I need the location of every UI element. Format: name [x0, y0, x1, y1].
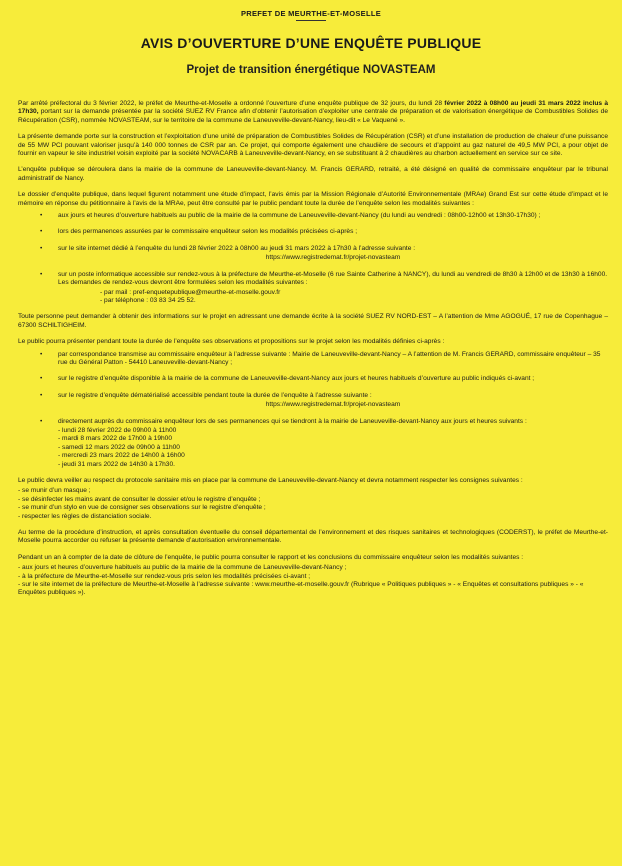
list-item-text: sur le registre d’enquête disponible à la mairie de la commune de Laneuveville-devant-Nancy aux jours et heures habituels d’ouverture au public indiqués ci-avant ; [58, 375, 535, 383]
sanitary-list [18, 487, 608, 521]
information-paragraph: Toute personne peut demander à obtenir des informations sur le projet en adressant une demande écrite à la société SUEZ RV NORD-EST – A l’attention de Mme AGOGUÉ, 17 rue de Copenhague – 67300 SCHILTIGHEIM. [18, 313, 608, 329]
list-item: - se munir d’un masque ; [18, 487, 91, 495]
registry-link-2[interactable]: https://www.registredemat.fr/projet-novasteam [265, 401, 401, 409]
list-item [18, 392, 608, 410]
contact-phone: - par téléphone : 03 83 34 25 52. [100, 296, 196, 304]
list-item: - à la préfecture de Meurthe-et-Moselle sur rendez-vous pris selon les modalités précisées ci-avant ; [18, 572, 311, 580]
list-item [18, 418, 608, 469]
list-item: - aux jours et heures d’ouverture habituels au public de la mairie de la commune de Laneuveville-devant-Nancy ; [18, 564, 347, 572]
list-item-text: sur le registre d’enquête dématérialisé accessible pendant toute la durée de l’enquête à l’adresse suivante : [58, 391, 372, 399]
observations-intro: Le public pourra présenter pendant toute la durée de l’enquête ses observations et propositions sur le projet selon les modalités définies ci-après : [18, 338, 445, 346]
intro-paragraph [18, 100, 608, 125]
decision-paragraph: Au terme de la procédure d’instruction, et après consultation éventuelle du conseil départemental de l’environnement et des risques sanitaires et technologiques (CODERST), le préfet de Meurthe-et-Moselle pourra accorder ou refuser la présente demande d’autorisation environnementale. [18, 529, 608, 545]
list-item: - se désinfecter les mains avant de consulter le dossier et/ou le registre d’enquête ; [18, 495, 261, 503]
list-item: - se munir d’un stylo en vue de consigner ses observations sur le registre d’enquête ; [18, 504, 266, 512]
intro-text-a: Par arrêté préfectoral du 3 février 2022, le préfet de Meurthe-et-Moselle a ordonné l’ouverture d’une enquête publique de 32 jours, du lundi 28 [18, 100, 445, 107]
intro-text-c: portant sur la demande présentée par la société SUEZ RV France afin d’obtenir l’autorisation d’exploiter une centrale de préparation et de valorisation énergétique de Combustibles Solides de Récupération (CSR), nommée NOVASTEAM, sur le territoire de la commune de Laneuveville-devant-Nancy, lieu-dit « Le Vaquené ». [18, 108, 608, 124]
intro-dates-bold: février 2022 à 08h00 au jeudi 31 mars 2022 inclus à 17h30, [18, 100, 608, 116]
schedule-item: - mardi 8 mars 2022 de 17h00 à 19h00 [58, 435, 172, 443]
list-item: - respecter les règles de distanciation sociale. [18, 512, 152, 520]
list-item [18, 271, 608, 306]
schedule-item: - samedi 12 mars 2022 de 09h00 à 11h00 [58, 443, 180, 451]
list-item-text: lors des permanences assurées par le commissaire enquêteur selon les modalités précisées ci-après ; [58, 228, 358, 236]
list-item-text: sur le site internet dédié à l’enquête du lundi 28 février 2022 à 08h00 au jeudi 31 mars 2022 à 17h30 à l’adresse suivante : [58, 244, 416, 252]
schedule-item: - jeudi 31 mars 2022 de 14h30 à 17h30. [58, 460, 175, 468]
list-item [18, 228, 608, 236]
list-item-text: sur un poste informatique accessible sur rendez-vous à la préfecture de Meurthe-et-Moselle (6 rue Sainte Catherine à NANCY), du lundi au vendredi de 8h30 à 12h00 et de 13h30 à 16h00. Les demandes de rendez-vous devront être formulées selon les modalités suivantes : [58, 270, 608, 287]
list-item: - sur le site internet de la préfecture de Meurthe-et-Moselle à l’adresse suivante : www.meurthe-et-moselle.gouv.fr (Rubrique « Politiques publiques » - « Enquêtes et consultations publiques » - « Enquêtes publiques »). [18, 581, 584, 597]
notice-body [18, 100, 608, 598]
report-list [18, 564, 608, 598]
list-item-text: par correspondance transmise au commissaire enquêteur à l’adresse suivante : Mairie de Laneuveville-devant-Nancy – A l’attention de M. Francis GERARD, commissaire enquêteur – 35 rue du Général Patton - 54410 Laneuveville-devant-Nancy ; [58, 350, 601, 366]
prefecture-header: PREFET DE MEURTHE-ET-MOSELLE [240, 9, 382, 18]
header-divider [296, 20, 326, 21]
schedule-item: - lundi 28 février 2022 de 09h00 à 11h00 [58, 426, 177, 434]
contact-email[interactable]: - par mail : pref-enquetepublique@meurthe-et-moselle.gouv.fr [100, 288, 281, 296]
schedule-item: - mercredi 23 mars 2022 de 14h00 à 16h00 [58, 452, 185, 460]
consultation-list [18, 212, 608, 305]
list-item [18, 245, 608, 263]
sanitary-intro: Le public devra veiller au respect du protocole sanitaire mis en place par la commune de Laneuveville-devant-Nancy et devra notamment respecter les consignes suivantes : [18, 477, 523, 484]
registry-link[interactable]: https://www.registredemat.fr/projet-novasteam [265, 254, 401, 262]
list-item [18, 351, 608, 368]
list-item [18, 375, 608, 383]
list-item-text: aux jours et heures d’ouverture habituels au public de la mairie de la commune de Laneuveville-devant-Nancy (du lundi au vendredi : 08h00-12h00 et 13h30-17h30) ; [58, 212, 541, 220]
dossier-paragraph: Le dossier d’enquête publique, dans lequel figurent notamment une étude d’impact, l’avis émis par la Mission Régionale d’Autorité Environnementale (MRAe) Grand Est sur cette étude d’impact et le mémoire en réponse du pétitionnaire à l’avis de la MRAe, peut être consulté par le public pendant toute la durée de l’enquête selon les modalités suivantes : [18, 191, 608, 207]
observations-list [18, 351, 608, 469]
notice-title: AVIS D’OUVERTURE D’UNE ENQUÊTE PUBLIQUE [140, 35, 482, 51]
list-item [18, 212, 608, 220]
permanence-schedule [58, 427, 608, 469]
list-item-text: directement auprès du commissaire enquêteur lors de ses permanences qui se tiendront à la mairie de Laneuveville-devant-Nancy aux jours et heures suivants : [58, 417, 527, 425]
report-intro: Pendant un an à compter de la date de clôture de l’enquête, le public pourra consulter le rapport et les conclusions du commissaire enquêteur selon les modalités suivantes : [18, 553, 524, 561]
project-paragraph: La présente demande porte sur la construction et l’exploitation d’une unité de préparation de Combustibles Solides de Récupération (CSR) et d’une installation de production de chaleur d’une puissance de 55 MW PCI pouvant valoriser jusqu’à 140 000 tonnes de CSR par an. Ce projet, qui comporte également une chaudière de secours et d’appoint au gaz naturel de 49,5 MW PCI, a pour objet de fournir en vapeur le site industriel voisin exploité par la société NOVACARB à Laneuveville-devant-Nancy, en se substituant à 2 chaudières au charbon actuellement en service sur ce site. [18, 133, 608, 158]
commissioner-paragraph: L’enquête publique se déroulera dans la mairie de la commune de Laneuveville-devant-Nancy. M. Francis GERARD, retraité, a été désigné en qualité de commissaire enquêteur par le tribunal administratif de Nancy. [18, 166, 608, 182]
notice-subtitle: Projet de transition énergétique NOVASTEAM [186, 64, 436, 76]
